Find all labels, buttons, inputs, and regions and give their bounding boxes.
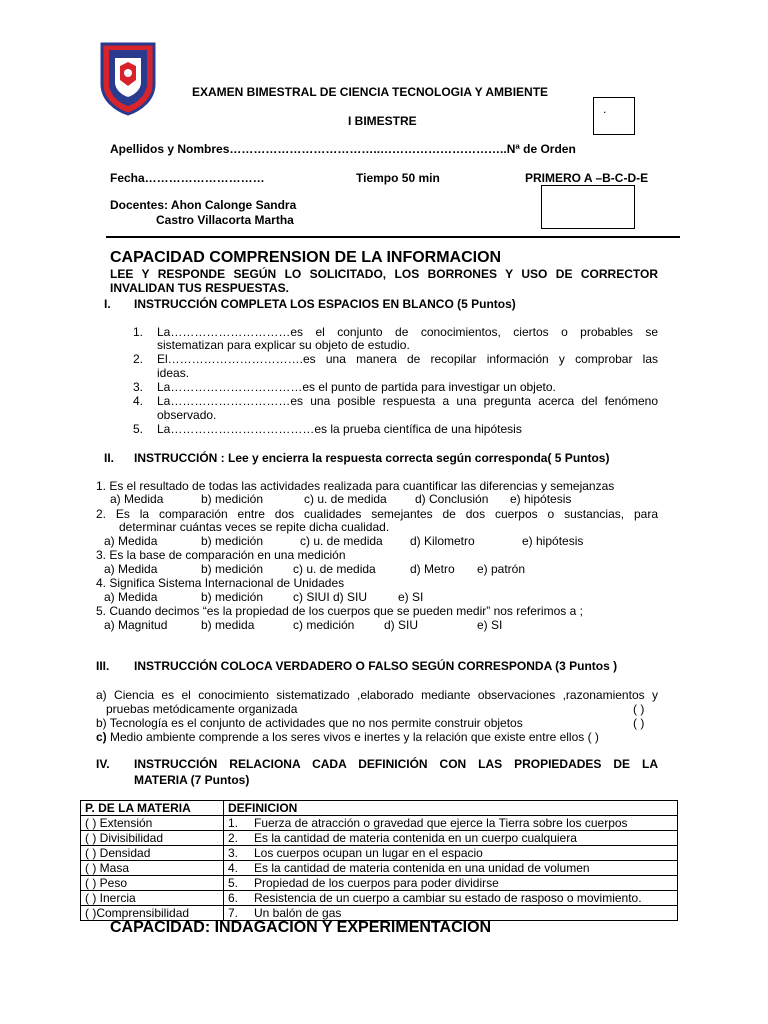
table-row	[81, 846, 678, 861]
docente-secondary: Castro Villacorta Martha	[156, 213, 294, 227]
s2-q2-line1: 2. Es la comparación entre dos cualidades semejantes de dos cuerpos o sustancias, para	[96, 507, 658, 521]
capacidad-comprension-title: CAPACIDAD COMPRENSION DE LA INFORMACION	[110, 249, 502, 266]
s2-q4: 4. Significa Sistema Internacional de Unidades	[96, 576, 345, 590]
s2-q2-opt-d: d) Kilometro	[410, 534, 475, 548]
section4-title-line2: MATERIA (7 Puntos)	[134, 773, 250, 787]
table-row	[81, 816, 678, 831]
matching-table	[80, 800, 678, 921]
s2-q1-opt-a: a) Medida	[110, 492, 164, 506]
table-row	[81, 831, 678, 846]
s1-item3-line1: La……………………………es el punto de partida para investigar un objeto.	[157, 380, 556, 394]
s3-b-paren: ( )	[633, 716, 645, 730]
table-row	[81, 861, 678, 876]
s2-q3-opt-d: d) Metro	[410, 562, 455, 576]
section2-title: INSTRUCCIÓN : Lee y encierra la respuesta correcta según corresponda( 5 Puntos)	[134, 451, 610, 465]
section1-title: INSTRUCCIÓN COMPLETA LOS ESPACIOS EN BLANCO (5 Puntos)	[134, 297, 516, 311]
row-definition: 3. Los cuerpos ocupan un lugar en el espacio	[224, 846, 678, 861]
fecha-field: Fecha…………………………	[110, 171, 265, 185]
row-property: ( ) Extensión	[81, 816, 224, 831]
s2-q2-opt-e: e) hipótesis	[522, 534, 584, 548]
row-property: ( ) Masa	[81, 861, 224, 876]
exam-subtitle: I BIMESTRE	[348, 114, 417, 128]
s2-q5-opt-a: a) Magnitud	[104, 618, 168, 632]
s2-q1-opt-d: d) Conclusión	[415, 492, 489, 506]
s2-q3-opt-c: c) u. de medida	[293, 562, 376, 576]
s2-q1-opt-e: e) hipótesis	[510, 492, 572, 506]
s2-q5: 5. Cuando decimos “es la propiedad de los cuerpos que se pueden medir” nos referimos a ;	[96, 604, 583, 618]
grade-box	[541, 185, 635, 229]
s1-item4-number: 4.	[133, 394, 144, 408]
row-property: ( )Comprensibilidad	[81, 906, 224, 921]
s3-a-line2: pruebas metódicamente organizada	[106, 702, 298, 716]
row-property: ( ) Divisibilidad	[81, 831, 224, 846]
exam-title: EXAMEN BIMESTRAL DE CIENCIA TECNOLOGIA Y AMBIENTE	[192, 85, 549, 99]
s1-item3-number: 3.	[133, 380, 144, 394]
s2-q4-opt-e: e) SI	[398, 590, 424, 604]
s2-q2-opt-b: b) medición	[201, 534, 264, 548]
section4-number: IV.	[96, 757, 110, 771]
s1-item2-line2: ideas.	[157, 366, 190, 380]
s1-item2-number: 2.	[133, 352, 144, 366]
row-property: ( ) Densidad	[81, 846, 224, 861]
s3-b: b) Tecnología es el conjunto de actividades que no nos permite construir objetos	[96, 716, 523, 730]
header-divider	[106, 236, 680, 238]
row-definition: 5. Propiedad de los cuerpos para poder dividirse	[224, 876, 678, 891]
s2-q3: 3. Es la base de comparación en una medición	[96, 548, 346, 562]
s2-q2-line2: determinar cuántas veces se repite dicha cualidad.	[119, 520, 390, 534]
s1-item4-line2: observado.	[157, 408, 217, 422]
row-definition: 1. Fuerza de atracción o gravedad que ejerce la Tierra sobre los cuerpos	[224, 816, 678, 831]
table-row	[81, 891, 678, 906]
s1-item1-line2: sistematizan para explicar su objeto de estudio.	[157, 338, 410, 352]
row-property: ( ) Inercia	[81, 891, 224, 906]
capacidad-indagacion-title: CAPACIDAD: INDAGACION Y EXPERIMENTACION	[110, 919, 492, 936]
s2-q4-opt-a: a) Medida	[104, 590, 158, 604]
apellidos-field: Apellidos y Nombres………………………………..…………………………..Nª de Orden	[110, 142, 576, 156]
row-definition: 2. Es la cantidad de materia contenida en un cuerpo cualquiera	[224, 831, 678, 846]
row-definition: 7. Un balón de gas	[224, 906, 678, 921]
instructions-note-line1: LEE Y RESPONDE SEGÚN LO SOLICITADO, LOS BORRONES Y USO DE CORRECTOR	[110, 267, 658, 281]
s2-q5-opt-b: b) medida	[201, 618, 255, 632]
s2-q5-opt-e: e) SI	[477, 618, 503, 632]
row-definition: 4. Es la cantidad de materia contenida en una unidad de volumen	[224, 861, 678, 876]
s1-item1-number: 1.	[133, 325, 144, 339]
header-propiedad: P. DE LA MATERIA	[81, 801, 224, 816]
section1-number: I.	[104, 297, 111, 311]
s2-q3-opt-b: b) medición	[201, 562, 264, 576]
s3-c: Medio ambiente comprende a los seres vivos e inertes y la relación que existe entre ellos ( )	[106, 730, 599, 744]
s2-q1-opt-c: c) u. de medida	[304, 492, 387, 506]
row-definition: 6. Resistencia de un cuerpo a cambiar su estado de rasposo o movimiento.	[224, 891, 678, 906]
docentes-label: Docentes: Ahon Calonge Sandra	[110, 198, 297, 212]
instructions-note-line2: INVALIDAN TUS RESPUESTAS.	[110, 281, 289, 295]
s3-c-label: c)	[96, 730, 107, 744]
section2-number: II.	[104, 451, 115, 465]
section4-title-line1: INSTRUCCIÓN RELACIONA CADA DEFINICIÓN CON LAS PROPIEDADES DE LA	[134, 757, 658, 771]
grado-label: PRIMERO A –B-C-D-E	[525, 171, 649, 185]
s2-q2-opt-c: c) u. de medida	[300, 534, 383, 548]
s2-q1: 1. Es el resultado de todas las actividades realizada para cuantificar las diferencias y semejanzas	[96, 479, 615, 493]
s1-item5-number: 5.	[133, 422, 144, 436]
score-box-mark: .	[603, 102, 607, 116]
s2-q1-opt-b: b) medición	[201, 492, 264, 506]
matching-table-header	[81, 801, 678, 816]
s2-q4-opt-b: b) medición	[201, 590, 264, 604]
s1-item2-line1: El…………………………….es una manera de recopilar información y comprobar las	[157, 352, 658, 366]
s2-q2-opt-a: a) Medida	[104, 534, 158, 548]
score-box	[593, 97, 635, 135]
s2-q5-opt-d: d) SIU	[384, 618, 419, 632]
s2-q4-opt-cd: c) SIUI d) SIU	[293, 590, 368, 604]
s3-a-line1: a) Ciencia es el conocimiento sistematizado ,elaborado mediante observaciones ,razonamientos y	[96, 688, 658, 702]
school-crest-logo	[98, 40, 158, 116]
s2-q3-opt-e: e) patrón	[477, 562, 526, 576]
s1-item5-line1: La………………………………es la prueba científica de una hipótesis	[157, 422, 522, 436]
s1-item1-line1: La…………………………es el conjunto de conocimientos, ciertos o probables se	[157, 325, 658, 339]
header-definicion: DEFINICION	[224, 801, 678, 816]
row-property: ( ) Peso	[81, 876, 224, 891]
table-row	[81, 876, 678, 891]
section3-number: III.	[96, 659, 110, 673]
tiempo-label: Tiempo 50 min	[356, 171, 440, 185]
s3-a-paren: ( )	[633, 702, 645, 716]
s2-q5-opt-c: c) medición	[293, 618, 355, 632]
s2-q3-opt-a: a) Medida	[104, 562, 158, 576]
section3-title: INSTRUCCIÓN COLOCA VERDADERO O FALSO SEGÚN CORRESPONDA (3 Puntos )	[134, 659, 618, 673]
s1-item4-line1: La…………………………es una posible respuesta a una pregunta acerca del fenómeno	[157, 394, 658, 408]
